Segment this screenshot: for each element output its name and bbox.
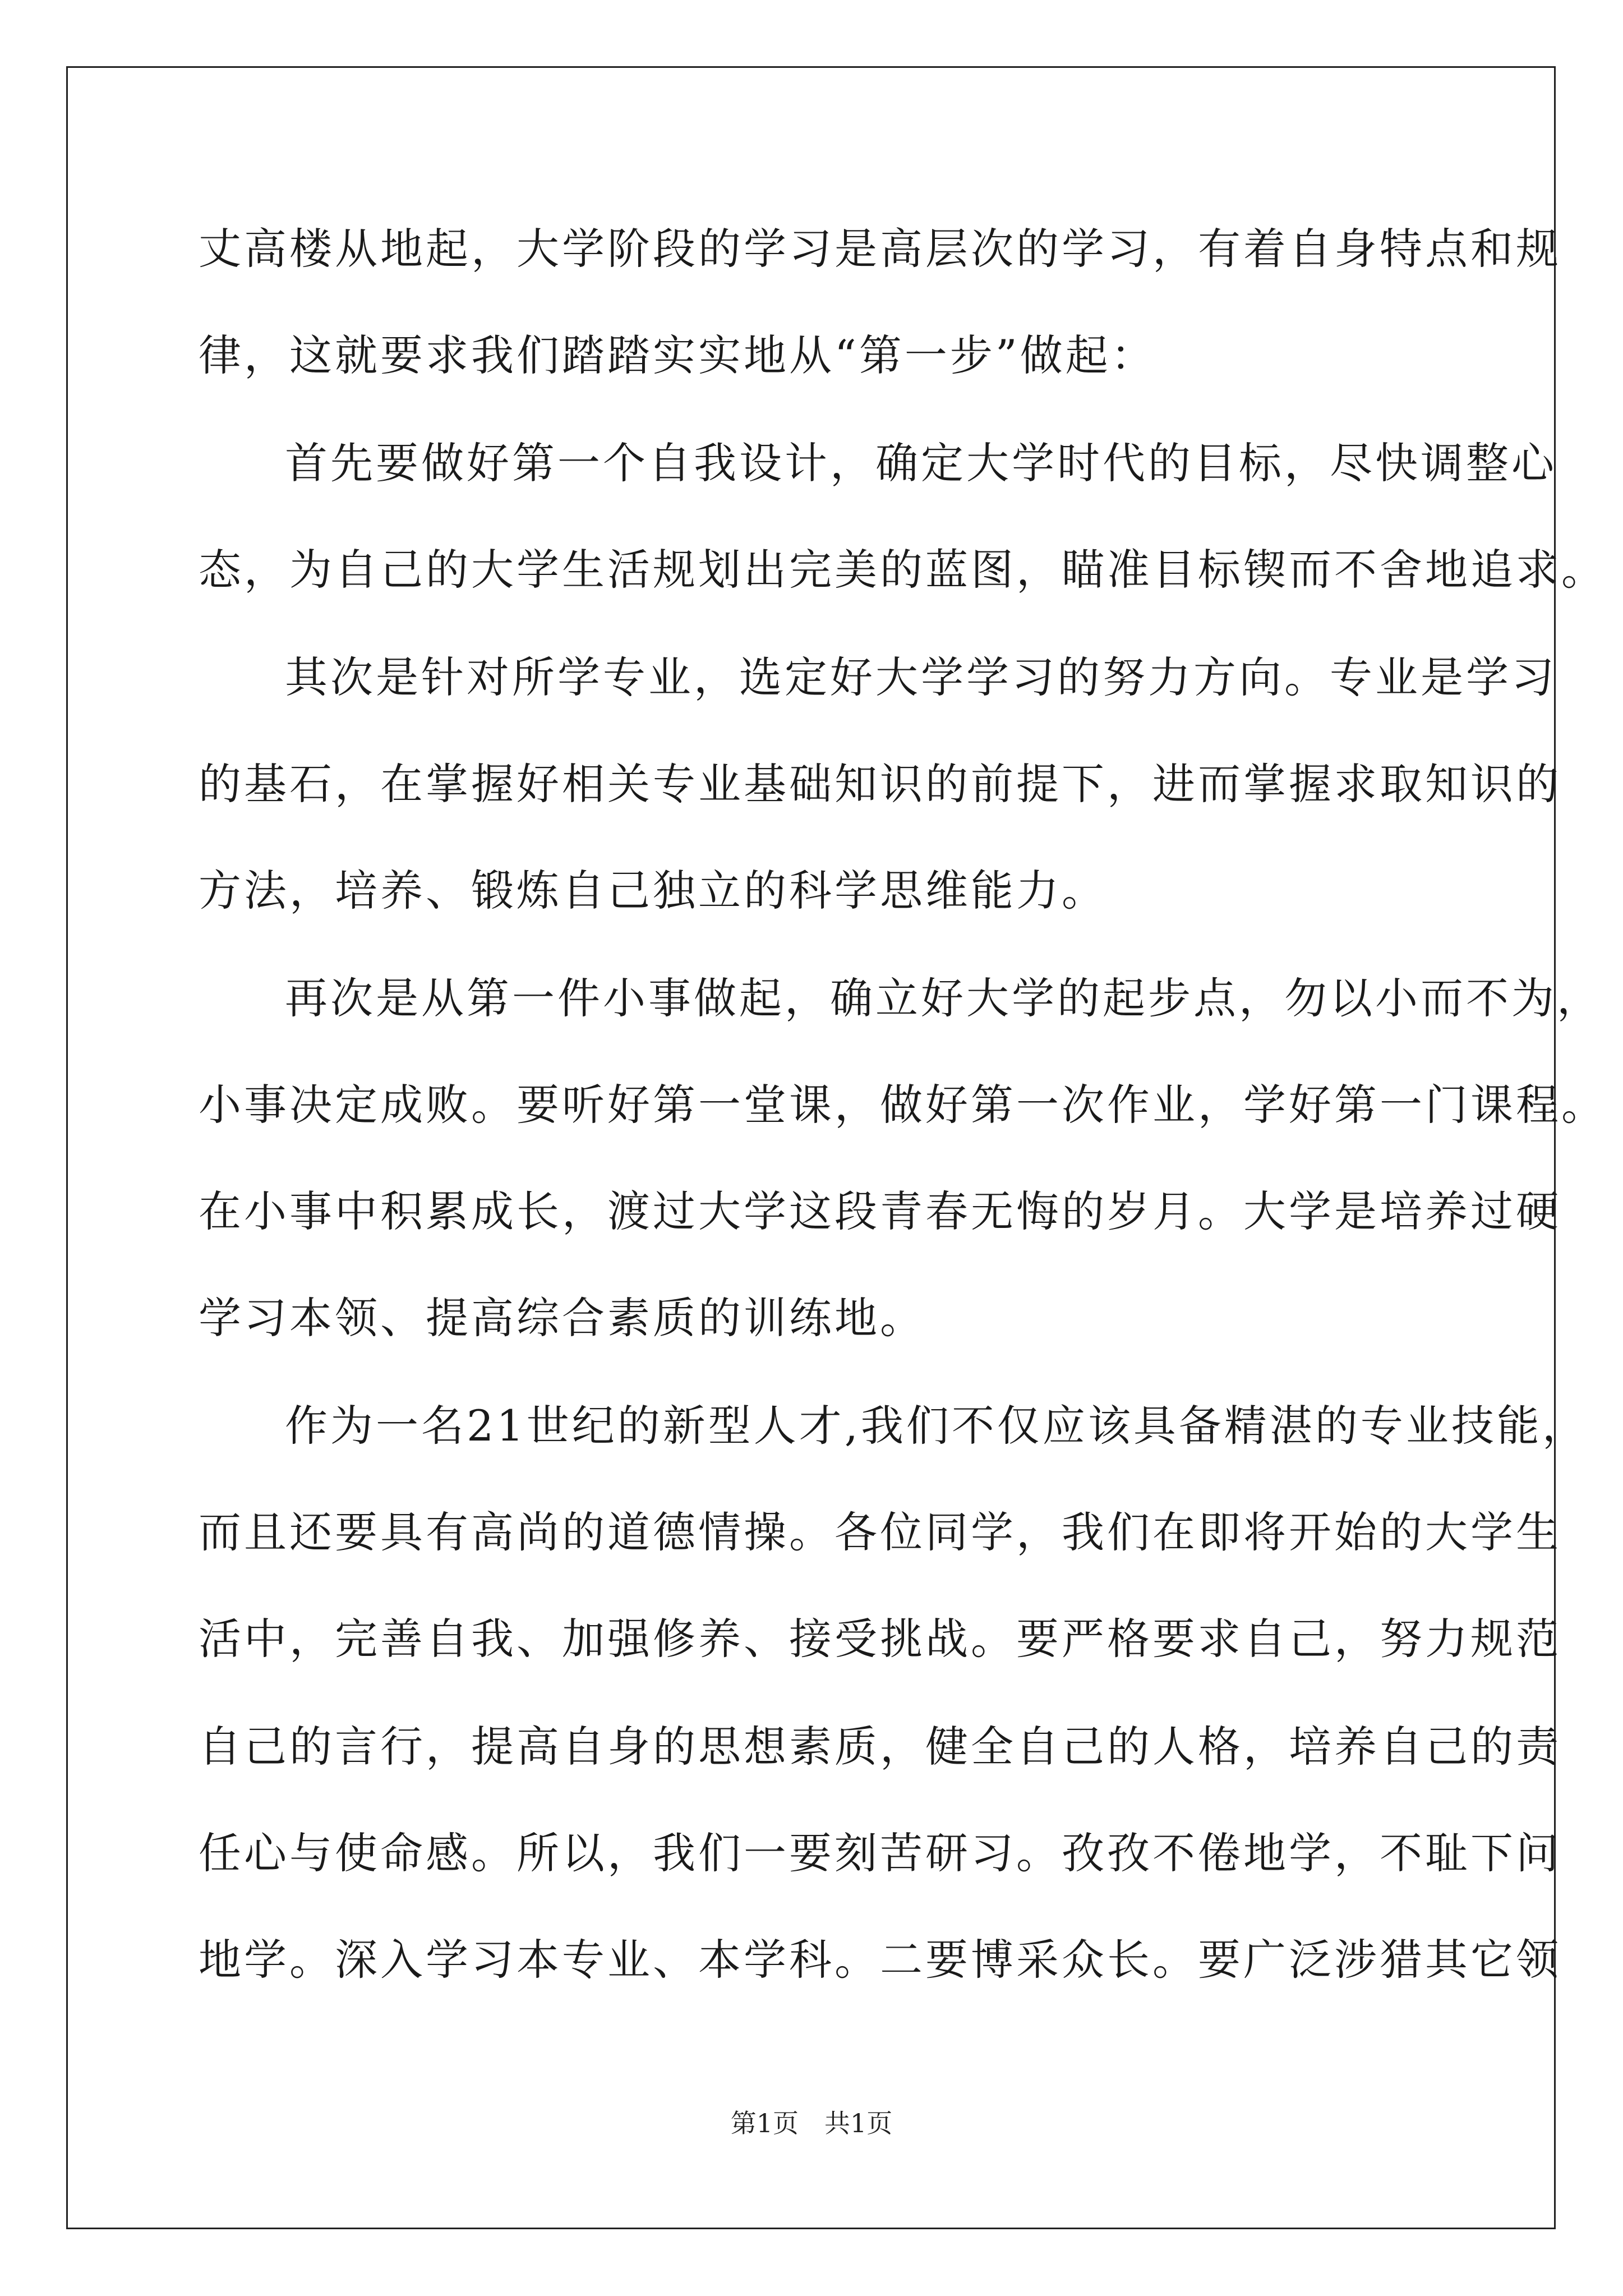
text-line: 活中，完善自我、加强修养、接受挑战。要严格要求自己，努力规范 bbox=[199, 1614, 1561, 1664]
text-line: 自己的言行，提高自身的思想素质，健全自己的人格，培养自己的责 bbox=[199, 1722, 1561, 1772]
text-line: 地学。深入学习本专业、本学科。二要博采众长。要广泛涉猎其它领 bbox=[199, 1935, 1561, 1985]
paragraph-start-line: 其次是针对所学专业，选定好大学学习的努力方向。专业是学习 bbox=[285, 652, 1557, 702]
text-line: 小事决定成败。要听好第一堂课，做好第一次作业，学好第一门课程。 bbox=[199, 1080, 1607, 1130]
text-line: 而且还要具有高尚的道德情操。各位同学，我们在即将开始的大学生 bbox=[199, 1507, 1561, 1557]
paragraph-start-line: 首先要做好第一个自我设计，确定大学时代的目标，尽快调整心 bbox=[285, 438, 1557, 488]
paragraph-start-line: 再次是从第一件小事做起，确立好大学的起步点，勿以小而不为， bbox=[285, 973, 1602, 1023]
paragraph-start-line: 作为一名21世纪的新型人才,我们不仅应该具备精湛的专业技能， bbox=[285, 1401, 1588, 1451]
text-line: 态，为自己的大学生活规划出完美的蓝图，瞄准目标锲而不舍地追求。 bbox=[199, 545, 1607, 595]
text-line: 任心与使命感。所以，我们一要刻苦研习。孜孜不倦地学，不耻下问 bbox=[199, 1828, 1561, 1878]
page-border bbox=[66, 66, 1607, 2229]
text-line: 丈高楼从地起，大学阶段的学习是高层次的学习，有着自身特点和规 bbox=[199, 224, 1561, 274]
text-line: 方法，培养、锻炼自己独立的科学思维能力。 bbox=[199, 866, 1107, 915]
text-line: 学习本领、提高综合素质的训练地。 bbox=[199, 1293, 925, 1343]
text-line: 在小事中积累成长，渡过大学这段青春无悔的岁月。大学是培养过硬 bbox=[199, 1186, 1561, 1236]
text-line: 的基石，在掌握好相关专业基础知识的前提下，进而掌握求取知识的 bbox=[199, 759, 1561, 809]
text-line: 律，这就要求我们踏踏实实地从“第一步”做起： bbox=[199, 330, 1156, 380]
page-number-footer: 第1页 共1页 bbox=[730, 2108, 893, 2138]
